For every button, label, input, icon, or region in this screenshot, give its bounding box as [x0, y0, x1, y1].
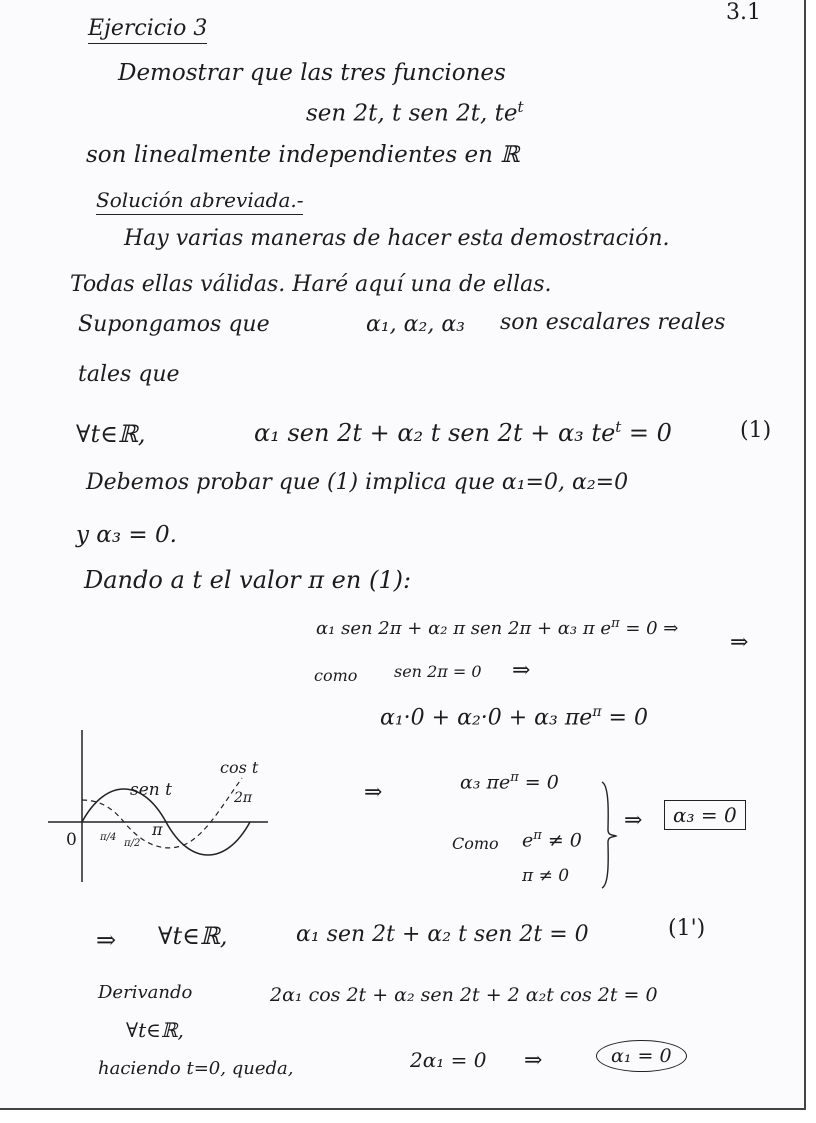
paragraph-3b: α₁, α₂, α₃ [366, 312, 465, 337]
eq8-label: (1') [668, 916, 706, 941]
eq5-exponent: π [510, 770, 519, 785]
eq6-exponent: π [533, 828, 542, 843]
eq1-rhs: = 0 [621, 419, 672, 447]
eq4-exponent: π [592, 704, 602, 720]
graph-two-pi: 2π [234, 790, 253, 806]
paragraph-2: Todas ellas válidas. Haré aquí una de ellas. [70, 272, 552, 297]
eq4-text: α₁·0 + α₂·0 + α₃ πe [380, 705, 593, 731]
exercise-title: Ejercicio 3 [88, 16, 207, 44]
eq6-ne: ≠ 0 [541, 829, 582, 852]
statement-line-1: Demostrar que las tres funciones [118, 60, 506, 86]
eq3-arrow: ⇒ [512, 658, 531, 683]
eq1-text: α₁ sen 2t + α₂ t sen 2t + α₃ te [254, 419, 616, 447]
equation-4 [380, 704, 648, 730]
eq8-arrow: ⇒ [96, 926, 117, 954]
arrow-1: ⇒ [364, 780, 383, 805]
paragraph-6: y α₃ = 0. [76, 522, 177, 548]
paragraph-3a: Supongamos que [78, 312, 270, 337]
sine-cosine-graph [46, 726, 276, 886]
equation-2 [316, 616, 678, 639]
deriv-equation: 2α₁ cos 2t + α₂ sen 2t + 2 α₂t cos 2t = 0 [270, 984, 658, 1006]
functions-text: sen 2t, t sen 2t, te [306, 100, 518, 127]
final-result-circled: α₁ = 0 [596, 1040, 687, 1072]
equation-5 [460, 770, 559, 793]
curly-brace [598, 780, 618, 890]
equation-1 [254, 418, 672, 447]
eq2-exponent: π [611, 616, 620, 631]
final-text: haciendo t=0, queda, [98, 1058, 294, 1079]
solution-heading: Solución abreviada.- [96, 188, 303, 215]
eq6-como: Como [452, 834, 499, 853]
boxed-result: α₃ = 0 [664, 800, 746, 830]
eq6-expression [522, 828, 582, 851]
statement-line-3: son linealmente independientes en ℝ [86, 142, 520, 168]
deriv-quantifier: ∀t∈ℝ, [126, 1018, 184, 1042]
eq3-como: como [314, 666, 358, 685]
functions-exponent: t [517, 98, 524, 116]
paragraph-5: Debemos probar que (1) implica que α₁=0, α₂=0 [86, 470, 629, 495]
eq8-quantifier: ∀t∈ℝ, [158, 922, 228, 950]
eq1-exponent: t [615, 418, 622, 436]
graph-pi-quarter: π/4 [100, 832, 117, 843]
graph-pi-half: π/2 [124, 838, 141, 849]
deriv-label: Derivando [98, 982, 193, 1003]
page-number: 3.1 [726, 0, 761, 25]
statement-functions [306, 98, 524, 127]
eq4-rhs: = 0 [601, 705, 648, 731]
graph-sen-label: sen t [130, 780, 172, 800]
eq6-e: e [522, 829, 534, 852]
paragraph-7: Dando a t el valor π en (1): [84, 566, 412, 594]
eq5-text: α₃ πe [460, 771, 511, 794]
eq1-label: (1) [740, 418, 772, 443]
paragraph-1: Hay varias maneras de hacer esta demostración. [124, 226, 670, 251]
eq3-sen: sen 2π = 0 [394, 662, 482, 681]
graph-cos-label: cos t [220, 758, 259, 777]
eq2-rhs: = 0 ⇒ [619, 618, 679, 639]
equation-8: α₁ sen 2t + α₂ t sen 2t = 0 [296, 922, 589, 947]
graph-pi: π [152, 820, 163, 839]
graph-origin: 0 [66, 830, 77, 850]
eq7: π ≠ 0 [522, 866, 570, 886]
paragraph-3c: son escalares reales [500, 310, 726, 335]
eq2-continuation-arrow: ⇒ [730, 630, 749, 655]
final-arrow: ⇒ [524, 1048, 543, 1073]
final-equation: 2α₁ = 0 [410, 1048, 487, 1072]
arrow-2: ⇒ [624, 808, 643, 833]
eq2-text: α₁ sen 2π + α₂ π sen 2π + α₃ π e [316, 618, 612, 639]
eq5-rhs: = 0 [518, 771, 559, 794]
paragraph-4: tales que [78, 362, 180, 387]
eq1-quantifier: ∀t∈ℝ, [76, 420, 146, 448]
